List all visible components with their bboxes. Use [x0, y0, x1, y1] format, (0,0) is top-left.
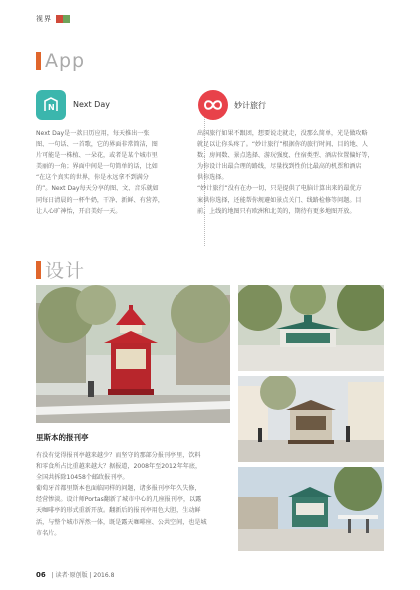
section-tag	[36, 14, 70, 24]
app-heading	[36, 50, 85, 72]
design-heading	[36, 256, 85, 283]
kiosk-photo-2	[238, 285, 384, 371]
nextday-description: Next Day是一款日历应用，每天推出一张 图、一句话、一首歌，它的界面非常简洁，图 片可能是一株植、一朵花，或者是某个城市里 美丽的一角；界面中间是一句简单的话，比如 “在这个真实的世界，你是永远拿不到满分 的”。Next Day每天分享的图、文、音乐就如 同每日清晨的一杯牛奶，干净、新鲜、有营养， 让人心旷神怡，开启美好一天。	[36, 130, 164, 215]
svg-text:N: N	[48, 103, 55, 112]
heading-accent-bar	[36, 261, 41, 279]
nextday-icon	[36, 90, 66, 120]
caption-text: 有没有觉得报刊亭越来越少？而坚守的那部分报刊亭里，饮料 和零食所占比重越来越大？据报道，2008年至2012年年底， 全国共拆除10458个邮政报刊亭。 葡萄牙首都里斯本也面临同样的问题，诸多报刊亭年久失修， 经营惨淡。设计师Portas翻新了城市中心的几座报刊亭，以露 天咖啡亭的形式重新开放。翻新后的报刊亭用色大胆，生动鲜 活，与整个城市浑然一体，既是露天咖啡座、公共空间，也是城 市名片。	[36, 452, 207, 537]
miaoxing-name: 妙计旅行	[234, 101, 266, 110]
kiosk-main-photo	[36, 285, 230, 423]
page-number: 06	[36, 571, 46, 579]
app-heading-text: App	[45, 50, 86, 72]
miaoxing-icon	[198, 90, 228, 120]
design-heading-text: 设计	[45, 260, 86, 282]
footer-text: | 读者·原创版 | 2016.8	[51, 572, 115, 579]
section-label: 视界	[36, 15, 52, 23]
section-badge	[56, 15, 70, 23]
kiosk-photo-4	[238, 467, 384, 551]
caption-title: 里斯本的报刊亭	[36, 433, 89, 442]
nextday-name: Next Day	[73, 100, 110, 109]
miaoxing-description: 出国旅行如果不跟团，想要说走就走，没那么简单，光是做攻略 就足以让你头疼了。“妙计旅行”根据你的旅行时间、目的地、人 数、房间数、景点选择、游玩强度、住宿类型、酒店位置偏好等， 为你设计出最合理的路线，尽量找到性价比最高的机票和酒店 供你选择。 “妙计旅行”没有在办一切，只是提供了电脑计算出来的最优方 案供你选择，还能帮你规避如景点关门、线路检修等问题。目 前，上线的地图只有欧洲和北美的，期待有更多地图开放。	[197, 130, 374, 215]
heading-accent-bar	[36, 52, 41, 70]
page-footer	[36, 570, 114, 579]
kiosk-photo-3	[238, 376, 384, 462]
